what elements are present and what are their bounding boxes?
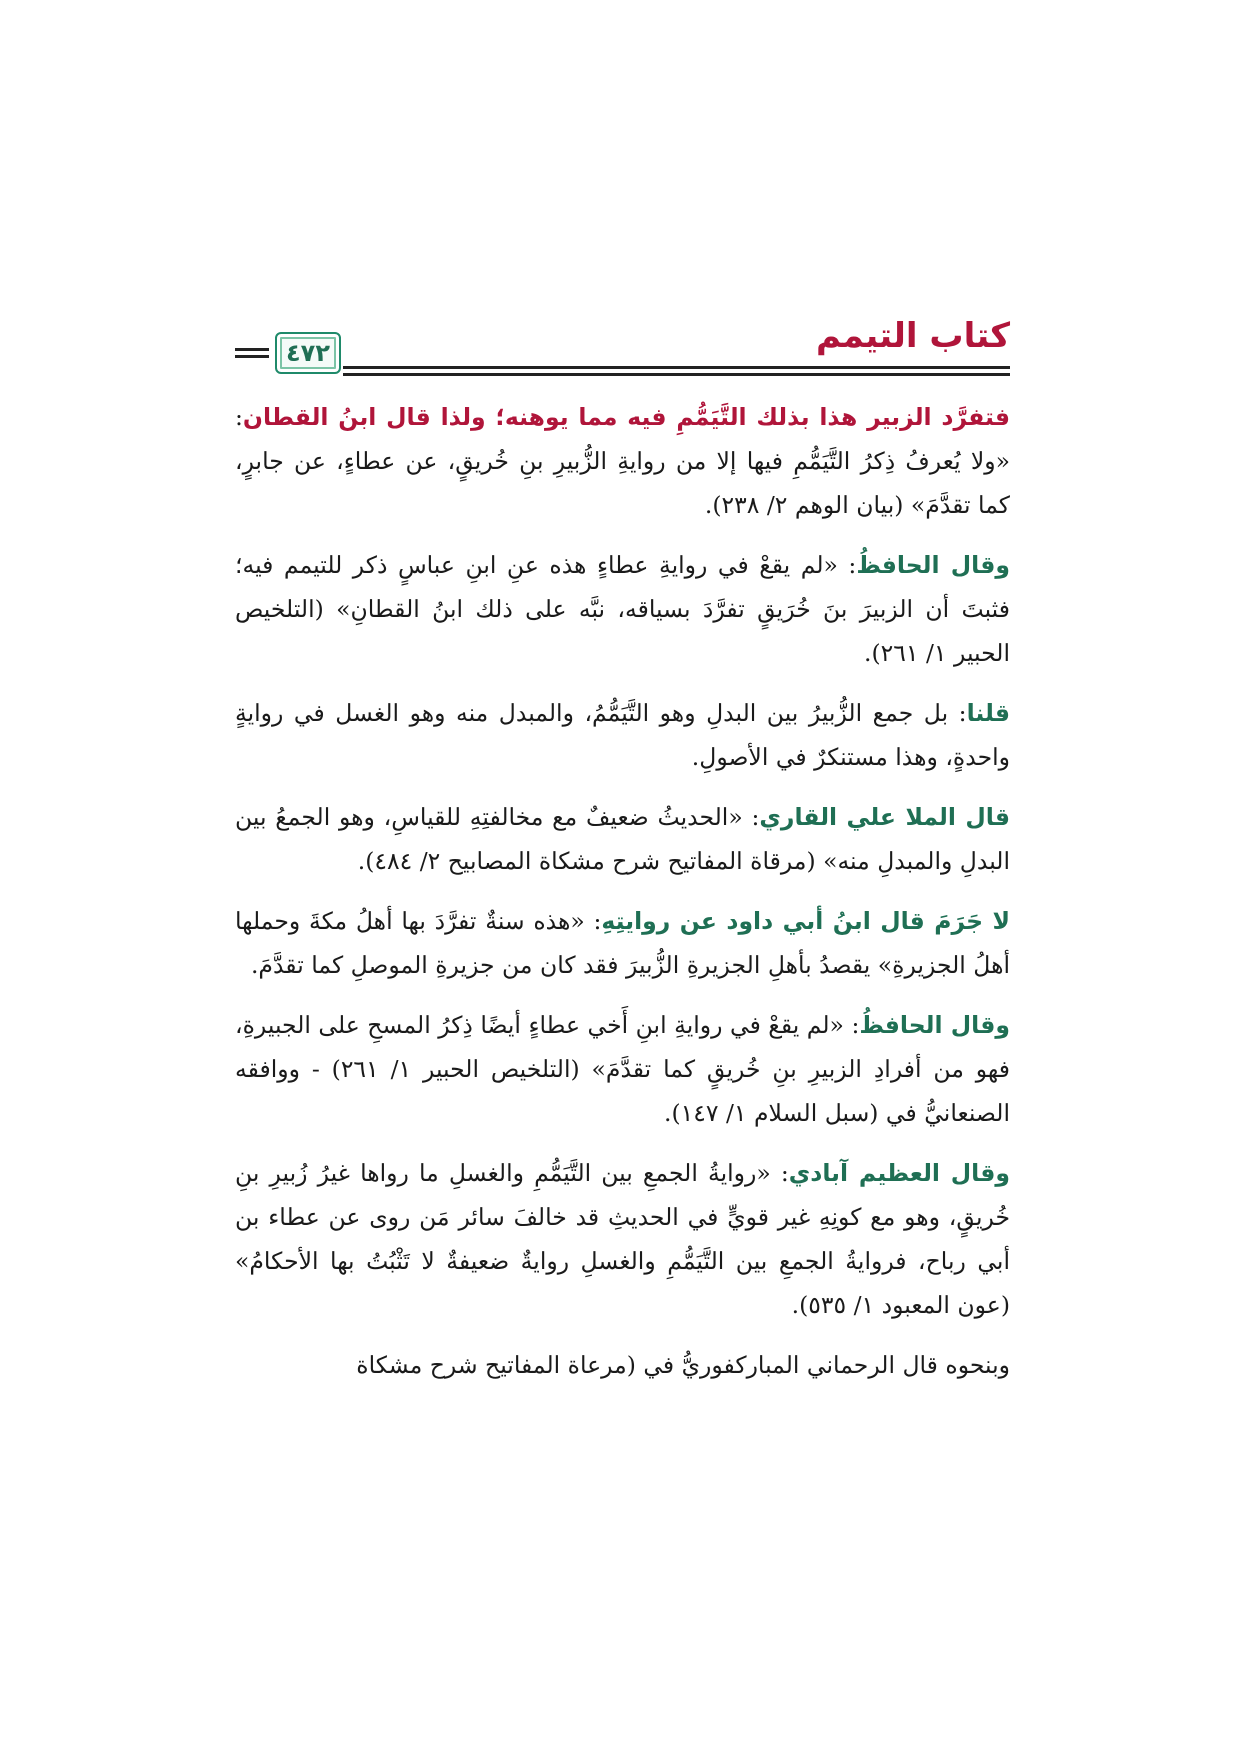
paragraph-text: : «ولا يُعرفُ ذِكرُ التَّيَمُّمِ فيها إلا من روايةِ الزُّبيرِ بنِ خُريقٍ، عن عطاءٍ، عن جابرٍ، كما تقدَّمَ» (بيان الوهم ٢/ ٢٣٨). <box>235 403 1010 519</box>
book-title: كتاب التيمم <box>815 316 1010 356</box>
paragraph-lead: وقال الحافظُ <box>859 1011 1010 1039</box>
paragraph <box>235 899 1010 987</box>
paragraph-lead: وقال الحافظُ <box>856 551 1010 579</box>
paragraph-text: : «الحديثُ ضعيفٌ مع مخالفتِهِ للقياسِ، وهو الجمعُ بين البدلِ والمبدلِ منه» (مرقاة المفاتيح شرح مشكاة المصابيح ٢/ ٤٨٤). <box>235 803 1010 875</box>
paragraph-text: وبنحوه قال الرحماني المباركفوريُّ في (مرعاة المفاتيح شرح مشكاة <box>356 1351 1010 1379</box>
paragraph <box>235 1003 1010 1135</box>
header-rule-left-top <box>235 348 269 351</box>
page-body <box>235 395 1010 1403</box>
page-number: ٤٧٢ <box>286 339 330 367</box>
paragraph <box>235 1151 1010 1327</box>
page-header <box>235 316 1010 388</box>
paragraph <box>235 1343 1010 1387</box>
paragraph-lead: فتفرَّد الزبير هذا بذلك التَّيَمُّمِ فيه مما يوهنه؛ ولذا قال ابنُ القطان <box>242 403 1010 431</box>
paragraph-text: : «روايةُ الجمعِ بين التَّيَمُّمِ والغسلِ ما رواها غيرُ زُبيرِ بنِ خُريقٍ، وهو مع كونِهِ غير قويٍّ في الحديثِ قد خالفَ سائر مَن روى عن عطاء بن أبي رباح، فروايةُ الجمعِ بين التَّيَمُّمِ والغسلِ روايةٌ ضعيفةٌ لا تَثْبُتُ بها الأحكامُ» (عون المعبود ١/ ٥٣٥). <box>235 1159 1010 1319</box>
header-rule-top <box>343 366 1010 369</box>
header-rule-bottom <box>343 373 1010 376</box>
paragraph-lead: قلنا <box>966 699 1010 727</box>
paragraph <box>235 691 1010 779</box>
paragraph-lead: وقال العظيم آبادي <box>788 1159 1010 1187</box>
paragraph-text: : بل جمع الزُّبيرُ بين البدلِ وهو التَّيَمُّمُ، والمبدل منه وهو الغسل في روايةٍ واحدةٍ، وهذا مستنكرٌ في الأصولِ. <box>235 699 1010 771</box>
paragraph <box>235 795 1010 883</box>
header-rule-left-bottom <box>235 355 269 358</box>
paragraph-lead: قال الملا علي القاري <box>759 803 1010 831</box>
paragraph-text: : «لم يقعْ في روايةِ ابنِ أَخي عطاءٍ أيضًا ذِكرُ المسحِ على الجبيرةِ، فهو من أفرادِ الزبيرِ بنِ خُريقٍ كما تقدَّمَ» (التلخيص الحبير ١/ ٢٦١) - ووافقه الصنعانيُّ في (سبل السلام ١/ ١٤٧). <box>235 1011 1010 1127</box>
page-number-badge <box>275 332 341 374</box>
paragraph <box>235 543 1010 675</box>
paragraph-text: : «هذه سنةٌ تفرَّدَ بها أهلُ مكةَ وحملها أهلُ الجزيرةِ» يقصدُ بأهلِ الجزيرةِ الزُّبيرَ فقد كان من جزيرةِ الموصلِ كما تقدَّمَ. <box>235 907 1010 979</box>
paragraph-lead: لا جَرَمَ قال ابنُ أبي داود عن روايتِهِ <box>601 907 1010 935</box>
paragraph <box>235 395 1010 527</box>
paragraph-text: : «لم يقعْ في روايةِ عطاءٍ هذه عنِ ابنِ عباسٍ ذكر للتيمم فيه؛ فثبتَ أن الزبيرَ بنَ خُرَيقٍ تفرَّدَ بسياقه، نبَّه على ذلك ابنُ القطانِ» (التلخيص الحبير ١/ ٢٦١). <box>235 551 1010 667</box>
